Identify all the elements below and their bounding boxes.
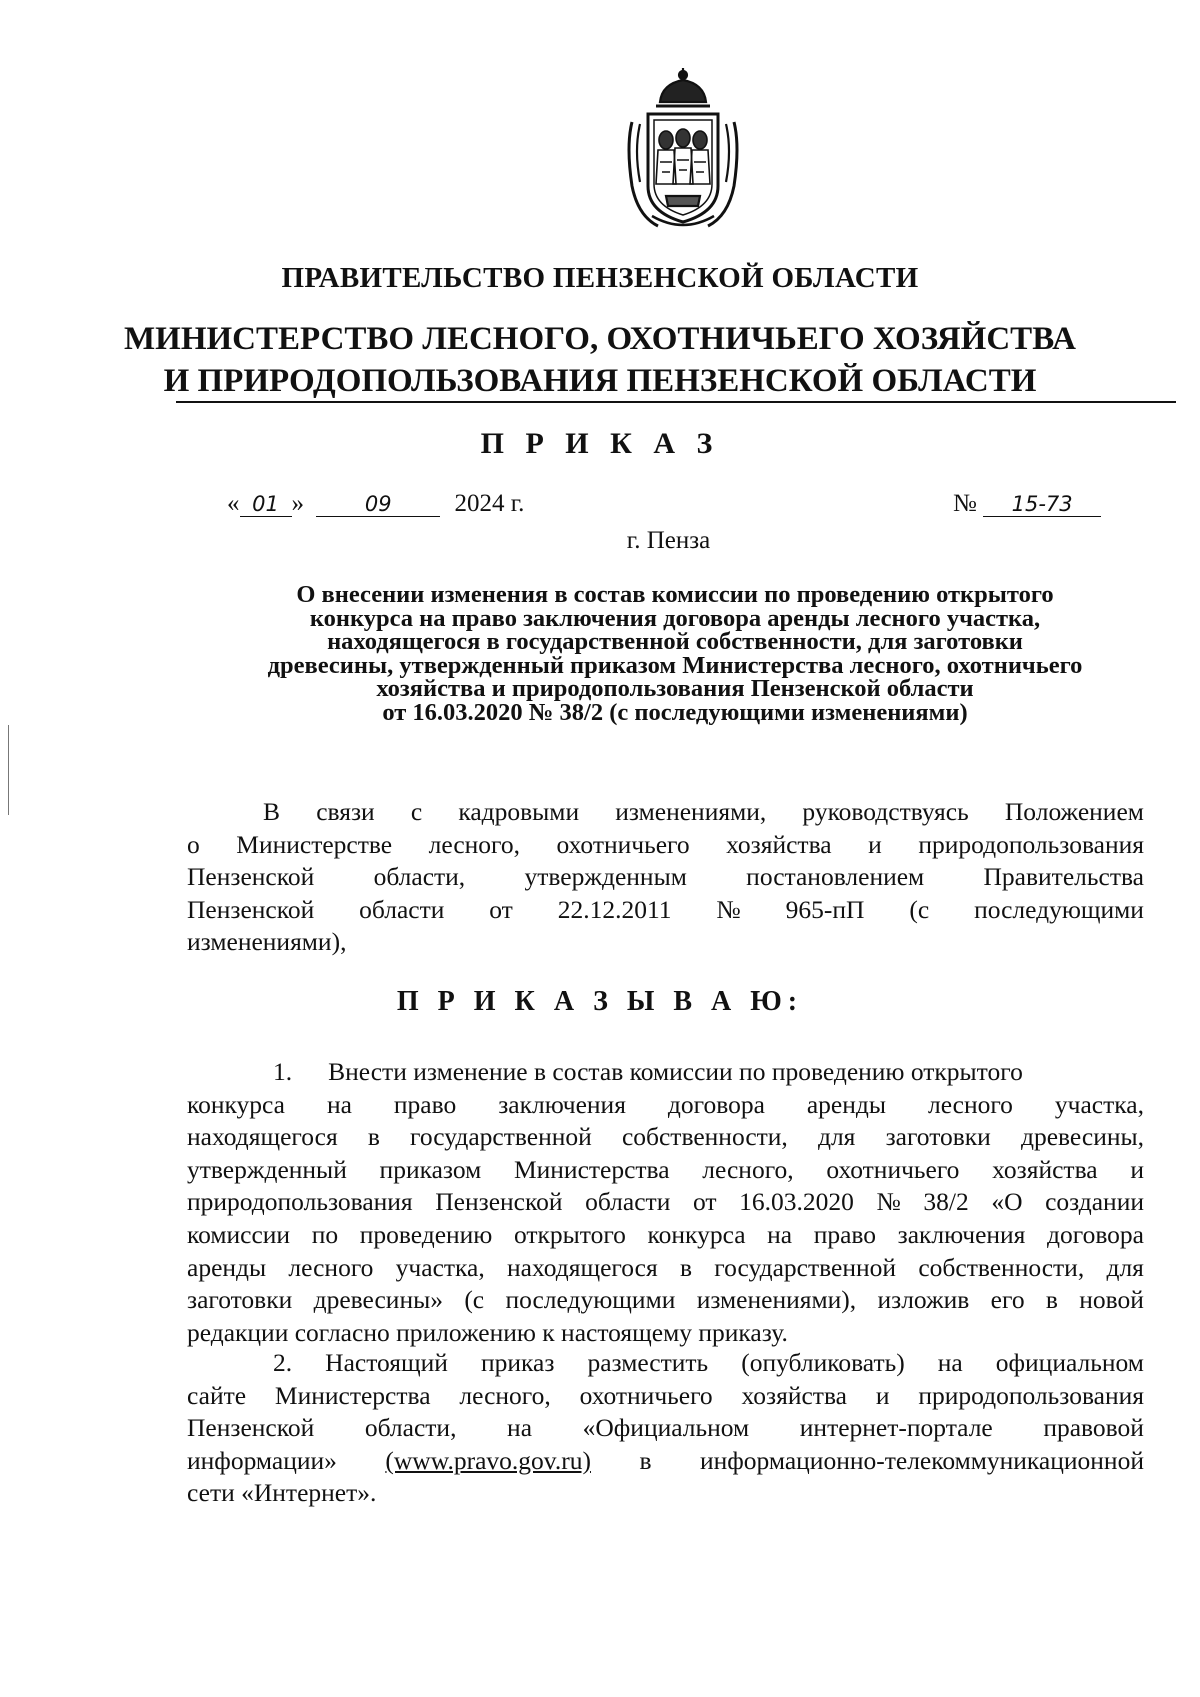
subject-line: древесины, утвержденный приказом Министерства лесного, охотничьего	[267, 651, 1083, 679]
quote-close: »	[291, 490, 304, 517]
text-word: собственности,	[621, 1122, 788, 1152]
scan-edge-mark	[8, 725, 9, 815]
text-word: информационно-телекоммуникационной	[699, 1445, 1144, 1475]
text-word: заключения	[498, 1089, 626, 1119]
text-word: с	[410, 797, 423, 826]
text-word: договора	[1047, 1219, 1144, 1249]
text-word: утвержденный	[187, 1154, 347, 1184]
subject-line: конкурса на право заключения договора аренды лесного участка,	[309, 604, 1041, 632]
text-word: приказом	[379, 1154, 482, 1184]
text-word: (с	[464, 1285, 485, 1315]
ministry-line-2: И ПРИРОДОПОЛЬЗОВАНИЯ ПЕНЗЕНСКОЙ ОБЛАСТИ	[163, 363, 1037, 399]
text-word: официальном	[995, 1348, 1144, 1377]
order-number	[953, 490, 1101, 518]
text-word: «О	[991, 1187, 1023, 1217]
text-word: собственности,	[918, 1252, 1085, 1282]
text-word: комиссии	[187, 1219, 291, 1249]
text-word: открытого	[513, 1219, 626, 1249]
text-word: сайте	[187, 1380, 247, 1410]
text-word: охотничьего	[579, 1380, 713, 1410]
text-line	[187, 1252, 1144, 1285]
ministry-line-1: МИНИСТЕРСТВО ЛЕСНОГО, ОХОТНИЧЬЕГО ХОЗЯЙСТВА	[124, 321, 1076, 357]
text-line	[187, 1219, 1144, 1252]
text-line	[187, 1121, 1144, 1154]
order-number-value: 15-73	[983, 492, 1101, 517]
text-word: на	[326, 1089, 352, 1119]
quote-open: «	[227, 490, 240, 517]
text-word: государственной	[410, 1122, 592, 1152]
text-word: заключения	[897, 1219, 1026, 1249]
text-word: о	[187, 829, 200, 859]
text-word: интернет-портале	[799, 1413, 993, 1443]
text-word: правовой	[1043, 1413, 1144, 1443]
text-word: Пензенской	[187, 862, 315, 892]
header-divider	[176, 401, 1176, 403]
text-word: для	[817, 1122, 856, 1152]
text-word: 965-пП	[785, 894, 865, 924]
text-word: создании	[1045, 1187, 1144, 1217]
text-word: новой	[1079, 1285, 1144, 1315]
subject-line: хозяйства и природопользования Пензенской области	[376, 675, 974, 703]
text-word: 22.12.2011	[557, 894, 672, 924]
ministry-name	[0, 318, 1200, 402]
subject-line: находящегося в государственной собственности, для заготовки	[327, 628, 1023, 656]
text-word: (с	[909, 894, 930, 924]
text-word: хозяйства	[726, 829, 832, 859]
text-word: 1.	[273, 1057, 293, 1086]
text-word: находящегося	[507, 1252, 658, 1282]
text-line	[187, 829, 1144, 862]
text-word: руководствуясь	[802, 797, 969, 826]
text-word: Пензенской	[187, 1413, 315, 1443]
text-word: области,	[364, 1413, 457, 1443]
text-word: договора	[667, 1089, 765, 1119]
government-name: ПРАВИТЕЛЬСТВО ПЕНЗЕНСКОЙ ОБЛАСТИ	[281, 262, 919, 294]
text-word: 38/2	[923, 1187, 969, 1217]
text-word: Положением	[1004, 797, 1144, 826]
text-word: древесины,	[1020, 1122, 1144, 1152]
text-line	[187, 1154, 1144, 1187]
text-word: от	[692, 1187, 717, 1217]
text-word: для	[1106, 1252, 1144, 1282]
text-word: аренды	[187, 1252, 267, 1282]
order-item-1	[187, 1056, 1144, 1349]
text-word: находящегося	[187, 1122, 338, 1152]
text-word: Пензенской	[435, 1187, 563, 1217]
text-word: заготовки	[187, 1285, 293, 1315]
text-line	[187, 1380, 1144, 1413]
order-year: 2024 г.	[454, 490, 525, 517]
text-word: 16.03.2020	[739, 1187, 854, 1217]
subject-line: О внесении изменения в состав комиссии по проведению открытого	[296, 581, 1054, 608]
text-word: области	[359, 894, 445, 924]
text-word: право	[813, 1219, 877, 1249]
subject-line: от 16.03.2020 № 38/2 (с последующими изменениями)	[382, 698, 968, 726]
text-word: природопользования	[187, 1187, 413, 1217]
text-word: 2.	[273, 1348, 293, 1377]
text-word: изменениями),	[187, 927, 347, 957]
text-line	[187, 1186, 1144, 1219]
text-line	[187, 1412, 1144, 1445]
text-word: природопользования	[918, 1380, 1144, 1410]
text-word: участка,	[1054, 1089, 1144, 1119]
text-word: сети «Интернет».	[187, 1478, 377, 1508]
text-word: Министерства	[274, 1380, 431, 1410]
text-word: в	[367, 1122, 380, 1152]
text-word: его	[990, 1285, 1025, 1315]
text-line	[187, 1089, 1144, 1122]
text-line	[187, 1477, 1144, 1510]
text-word: изменениями),	[696, 1285, 857, 1315]
text-word: Настоящий	[325, 1348, 448, 1377]
text-word: и	[1130, 1154, 1144, 1184]
text-word: постановлением	[746, 862, 925, 892]
text-line	[187, 1284, 1144, 1317]
order-date	[227, 490, 524, 518]
text-line	[187, 1317, 1144, 1350]
number-label: №	[953, 490, 977, 517]
text-word: хозяйства	[741, 1380, 847, 1410]
text-word: последующими	[505, 1285, 676, 1315]
text-word: информации»	[187, 1445, 337, 1475]
text-word: №	[876, 1187, 901, 1217]
text-line	[187, 861, 1144, 894]
text-word: право	[393, 1089, 457, 1119]
text-word: лесного,	[702, 1154, 794, 1184]
text-word: конкурса	[187, 1089, 285, 1119]
preamble-paragraph	[187, 796, 1144, 959]
text-word: В	[263, 797, 281, 826]
text-line	[187, 796, 1144, 829]
text-line	[187, 926, 1144, 959]
order-day: 01	[240, 492, 292, 517]
text-word: изложив	[877, 1285, 970, 1315]
text-word: (опубликовать)	[741, 1348, 905, 1377]
text-word: участка,	[395, 1252, 485, 1282]
text-word: от	[489, 894, 513, 924]
text-word: охотничьего	[826, 1154, 960, 1184]
text-word: лесного,	[459, 1380, 551, 1410]
text-word: разместить	[587, 1348, 709, 1377]
text-line	[187, 1347, 1144, 1380]
text-word: в	[679, 1252, 693, 1282]
text-word: Внести изменение в состав комиссии по проведению открытого	[328, 1057, 1023, 1086]
text-line	[187, 1445, 1144, 1478]
text-word: по	[311, 1219, 339, 1249]
text-line	[187, 894, 1144, 927]
text-word: на	[767, 1219, 793, 1249]
decree-word: П Р И К А З Ы В А Ю:	[396, 986, 804, 1017]
text-word: области,	[373, 862, 466, 892]
text-line	[187, 1056, 1144, 1089]
text-word: природопользования	[918, 829, 1144, 859]
text-word: в	[1045, 1285, 1058, 1315]
text-word: «Официальном	[582, 1413, 750, 1443]
text-word: на	[937, 1348, 963, 1377]
text-word: кадровыми	[458, 797, 580, 826]
text-word: аренды	[806, 1089, 886, 1119]
order-title: П Р И К А З	[480, 427, 720, 460]
text-word: изменениями,	[615, 797, 767, 826]
text-word: заготовки	[885, 1122, 991, 1152]
text-word: Правительства	[983, 862, 1144, 892]
text-word: конкурса	[647, 1219, 746, 1249]
text-word: утвержденным	[524, 862, 687, 892]
text-word: охотничьего	[556, 829, 690, 859]
text-word: лесного	[288, 1252, 374, 1282]
order-subject	[175, 583, 1175, 725]
text-word: хозяйства	[992, 1154, 1098, 1184]
text-word: Пензенской	[187, 894, 315, 924]
text-word: проведению	[359, 1219, 493, 1249]
order-item-2	[187, 1347, 1144, 1510]
text-word: древесины»	[313, 1285, 443, 1315]
pravo-gov-link[interactable]: (www.pravo.gov.ru)	[385, 1445, 591, 1475]
text-word: Министерства	[513, 1154, 670, 1184]
text-word: редакции согласно приложению к настоящему приказу.	[187, 1317, 788, 1347]
text-word: в	[639, 1445, 652, 1475]
text-word: №	[716, 894, 741, 924]
text-word: области	[585, 1187, 671, 1217]
text-word: на	[507, 1413, 533, 1443]
text-word: государственной	[714, 1252, 897, 1282]
order-city: г. Пенза	[626, 527, 711, 554]
text-word: связи	[316, 797, 375, 826]
text-word: лесного	[927, 1089, 1013, 1119]
text-word: приказ	[480, 1348, 555, 1377]
text-word: Министерстве	[236, 829, 393, 859]
text-word: лесного,	[428, 829, 520, 859]
text-word: последующими	[974, 894, 1144, 924]
coat-of-arms-icon	[618, 66, 748, 234]
text-word: и	[868, 829, 882, 859]
order-month: 09	[316, 492, 440, 517]
text-word: и	[875, 1380, 890, 1410]
